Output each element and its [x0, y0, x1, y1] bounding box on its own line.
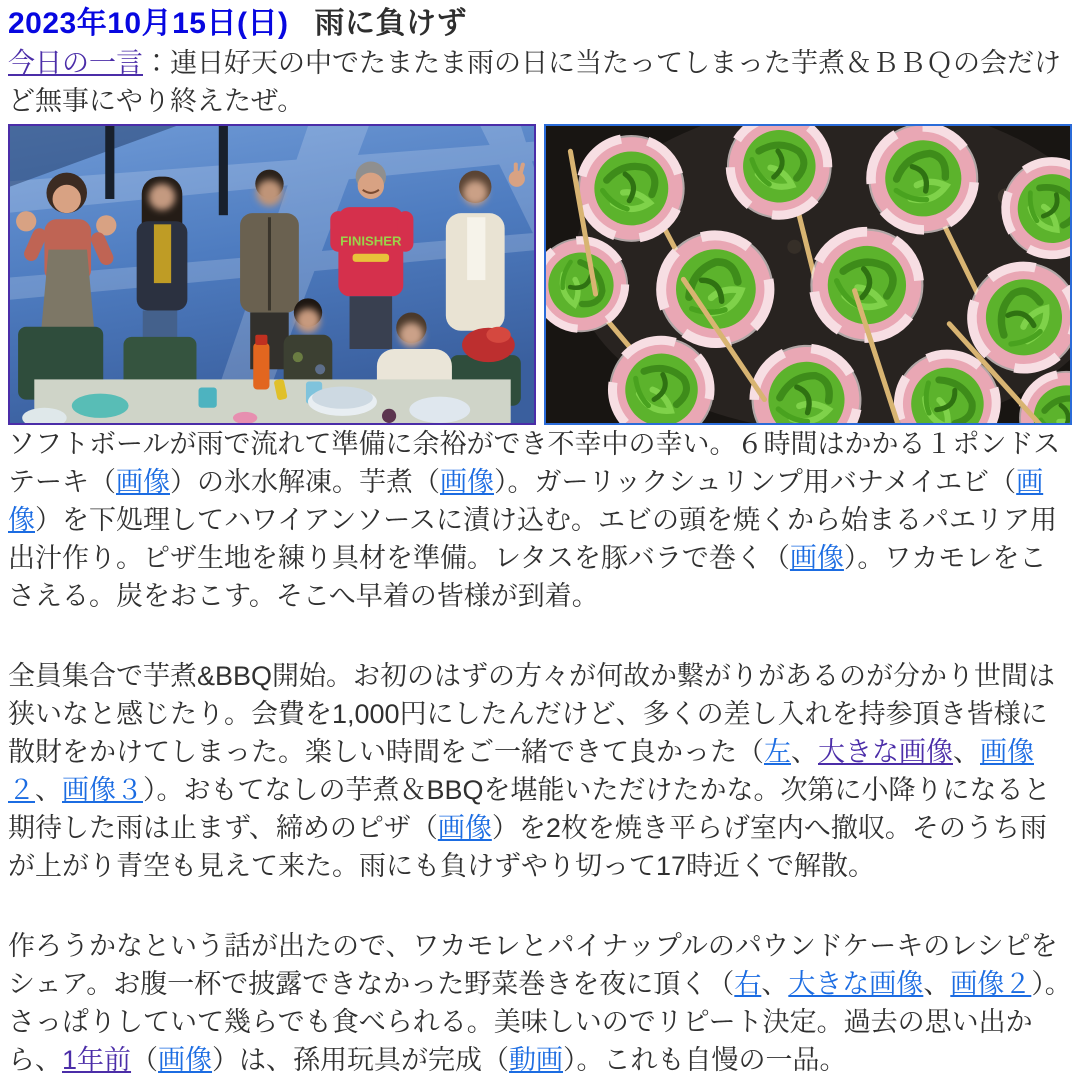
- inline-link[interactable]: 動画: [509, 1045, 564, 1075]
- inline-link[interactable]: 画像: [789, 543, 844, 573]
- entry-header: [8, 6, 1072, 42]
- inline-visited-link[interactable]: 大きな画像: [818, 737, 953, 767]
- text-run: ）。おもてなしの芋煮＆BBQを堪能いただけたかな。次第に小降りになると期待した雨は止まず、締めのピザ（: [8, 775, 1051, 843]
- inline-link[interactable]: 画像: [116, 467, 170, 497]
- inline-visited-link[interactable]: 1年前: [62, 1045, 132, 1075]
- text-run: 、: [791, 737, 818, 767]
- paragraph-party: [8, 657, 1072, 885]
- entry-date: 2023年10月15日(日): [8, 7, 289, 40]
- text-run: ）の氷水解凍。芋煮（: [170, 467, 440, 497]
- text-run: ）。これも自慢の一品。: [563, 1045, 847, 1075]
- text-run: 全員集合で芋煮&BBQ開始。お初のはずの方々が何故か繋がりがあるのが分かり世間は狭いなと感じたり。会費を1,000円にしたんだけど、多くの差し入れを持参頂き皆様に散財をかけてしまった。楽しい時間をご一緒できて良かった（: [8, 661, 1056, 767]
- text-run: 、: [953, 737, 980, 767]
- inline-link[interactable]: 画像２: [950, 969, 1032, 999]
- paragraph-preparation: [8, 425, 1072, 615]
- text-run: 、: [761, 969, 789, 999]
- paragraph-evening: [8, 927, 1072, 1079]
- photo-row: [8, 124, 1072, 425]
- text-run: ソフトボールが雨で流れて準備に余裕ができ不幸中の幸い。６時間はかかる１ポンドステーキ（: [8, 429, 1061, 497]
- inline-link[interactable]: 画像: [8, 467, 1044, 535]
- inline-link[interactable]: 画像: [440, 467, 494, 497]
- intro-paragraph: [8, 44, 1072, 120]
- text-run: ）は、孫用玩具が完成（: [212, 1045, 510, 1075]
- text-run: 、: [35, 775, 62, 805]
- text-run: （: [131, 1045, 159, 1075]
- entry-title: 雨に負けず: [314, 7, 467, 40]
- text-run: ）。ワカモレをこさえる。炭をおこす。そこへ早着の皆様が到着。: [8, 543, 1047, 611]
- inline-visited-link[interactable]: 今日の一言: [8, 48, 143, 78]
- text-run: 、: [923, 969, 951, 999]
- text-run: 作ろうかなという話が出たので、ワカモレとパイナップルのパウンドケーキのレシピをシェア。お腹一杯で披露できなかった野菜巻きを夜に頂く（: [8, 931, 1058, 999]
- inline-link[interactable]: 画像３: [62, 775, 143, 805]
- inline-link[interactable]: 右: [734, 969, 762, 999]
- group-photo: [10, 126, 534, 423]
- text-run: ）。ガーリックシュリンプ用バナメイエビ（: [494, 467, 1017, 497]
- text-run: ：連日好天の中でたまたま雨の日に当たってしまった芋煮＆ＢＢＱの会だけど無事にやり終えたぜ。: [8, 48, 1061, 116]
- text-run: ）。さっぱりしていて幾らでも食べられる。美味しいのでリピート決定。過去の思い出から、: [8, 969, 1072, 1075]
- inline-link[interactable]: 画像２: [8, 737, 1034, 805]
- shirt-text: FINISHER: [340, 233, 402, 249]
- text-run: ）を2枚を焼き平らげ室内へ撤収。そのうち雨が上がり青空も見えて来た。雨にも負けずやり切って17時近くで解散。: [8, 813, 1047, 881]
- food-photo: [546, 126, 1070, 423]
- group-photo-link[interactable]: [8, 124, 536, 425]
- blog-entry: [8, 6, 1072, 1079]
- inline-link[interactable]: 大きな画像: [788, 969, 924, 999]
- inline-link[interactable]: 画像: [158, 1045, 213, 1075]
- inline-link[interactable]: 画像: [437, 813, 492, 843]
- food-photo-link[interactable]: [544, 124, 1072, 425]
- inline-link[interactable]: 左: [764, 737, 791, 767]
- text-run: ）を下処理してハワイアンソースに漬け込む。エビの頭を焼くから始まるパエリア用出汁作り。ピザ生地を練り具材を準備。レタスを豚バラで巻く（: [8, 505, 1057, 573]
